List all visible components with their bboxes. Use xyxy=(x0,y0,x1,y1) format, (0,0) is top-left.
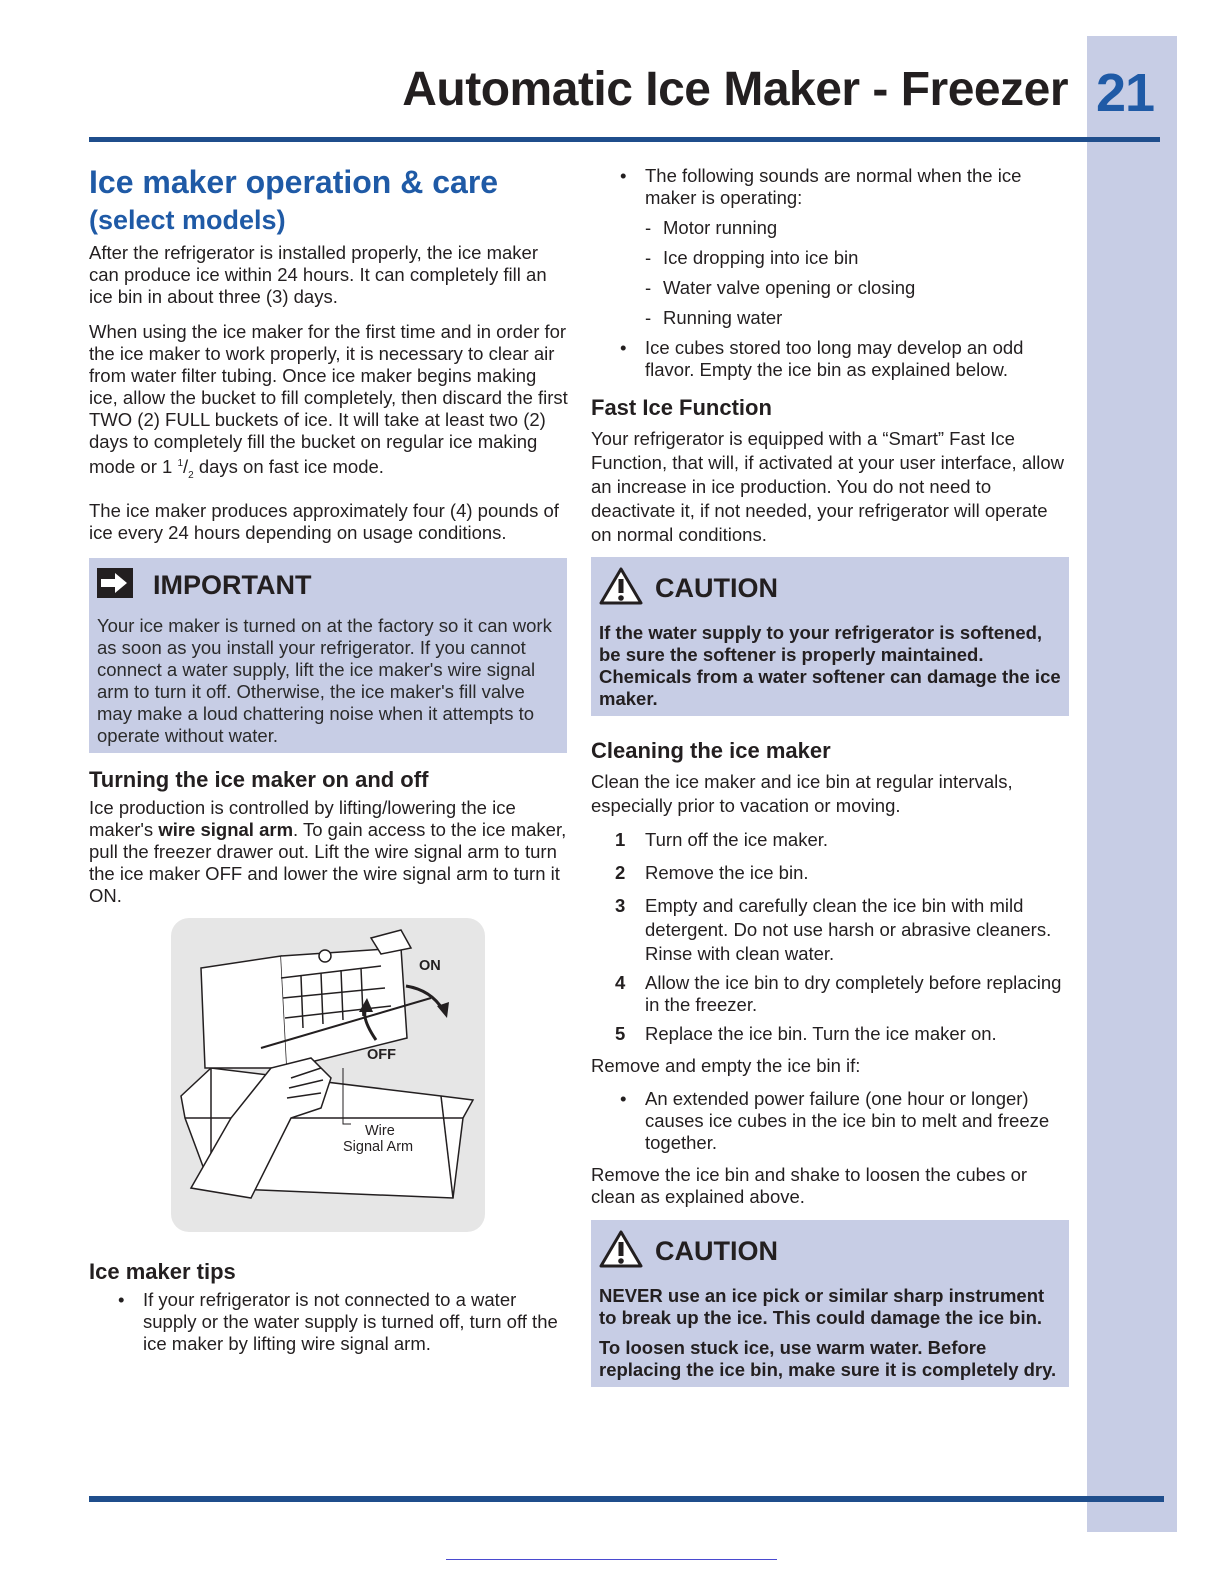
list-item: - Running water xyxy=(645,307,783,328)
cleaning-heading: Cleaning the ice maker xyxy=(591,738,831,763)
tips-heading: Ice maker tips xyxy=(89,1259,236,1284)
footer-link-line xyxy=(446,1559,777,1560)
turning-heading: Turning the ice maker on and off xyxy=(89,766,429,792)
cleaning-steps xyxy=(591,828,1071,1046)
caution-text-2: To loosen stuck ice, use warm water. Before replacing the ice bin, make sure it is completely dry. xyxy=(599,1337,1057,1380)
page-title: Automatic Ice Maker - Freezer xyxy=(402,63,1068,116)
list-item: 4 Allow the ice bin to dry completely before replacing in the freezer. xyxy=(615,972,1062,1015)
list-item: • If your refrigerator is not connected to a water supply or the water supply is turned off, turn off the ice maker by lifting wire signal arm. xyxy=(118,1289,558,1354)
list-item: 3 Empty and carefully clean the ice bin with mild detergent. Do not use harsh or abrasive cleaners. Rinse with clean water. xyxy=(615,895,1052,964)
list-item: 2 Remove the ice bin. xyxy=(615,862,809,883)
intro-paragraph: After the refrigerator is installed properly, the ice maker can produce ice within 24 hours. It can completely fill an ice bin in about three (3) days. xyxy=(89,242,547,307)
on-label: ON xyxy=(419,958,441,974)
page-number: 21 xyxy=(1096,63,1155,123)
caution-text: If the water supply to your refrigerator is softened, be sure the softener is properly maintained. Chemicals from a water softener can damage the ice maker. xyxy=(599,622,1061,709)
caution-box-2 xyxy=(591,1220,1069,1387)
list-item: • An extended power failure (one hour or longer) causes ice cubes in the ice bin to melt and freeze together. xyxy=(620,1088,1050,1153)
first-use-paragraph: When using the ice maker for the first time and in order for the ice maker to work properly, it is necessary to clear air from water filter tubing. Once ice maker begins making ice, allow the bucket to fill completely, then discard the first TWO (2) FULL buckets of ice. It will take at least two (2) days to completely fill the bucket on regular ice making mode or 1 $^1/_2$ days on fast ice mode. xyxy=(89,321,568,481)
list-item: 1 Turn off the ice maker. xyxy=(615,829,829,850)
footer-rule xyxy=(89,1496,1164,1502)
caution-title: CAUTION xyxy=(655,573,778,603)
page-sidebar-tab xyxy=(1087,36,1177,1532)
tips-section xyxy=(89,1259,569,1355)
tips-list xyxy=(89,1289,569,1355)
important-title: IMPORTANT xyxy=(153,569,312,600)
caution-title: CAUTION xyxy=(655,1236,778,1266)
list-item: - Motor running xyxy=(645,217,778,238)
list-item: • The following sounds are normal when the ice maker is operating: xyxy=(620,165,1022,208)
off-label: OFF xyxy=(367,1047,396,1063)
right-column xyxy=(591,165,1071,1387)
wire-label: Wire xyxy=(365,1123,395,1139)
warning-icon xyxy=(599,1230,643,1273)
turning-text: Ice production is controlled by lifting/lowering the ice maker's wire signal arm. To gain access to the ice maker, pull the freezer drawer out. Lift the wire signal arm to turn the ice maker OFF and lower the wire signal arm to turn it ON. xyxy=(89,796,567,906)
ice-maker-illustration xyxy=(171,918,485,1232)
important-text: Your ice maker is turned on at the factory so it can work as soon as you install your refrigerator. If you cannot connect a water supply, lift the ice maker's wire signal arm to turn it off. Otherwise, the ice maker's fill valve may make a loud chattering noise when it attempts to operate without water. xyxy=(97,614,552,746)
list-item: • Ice cubes stored too long may develop an odd flavor. Empty the ice bin as explained below. xyxy=(620,337,1024,380)
signal-arm-label: Signal Arm xyxy=(343,1139,414,1155)
remove-if-text: Remove and empty the ice bin if: xyxy=(591,1055,861,1076)
list-item: - Water valve opening or closing xyxy=(645,277,916,298)
section-heading: Ice maker operation & care xyxy=(89,164,499,200)
sounds-list xyxy=(591,165,1071,209)
sounds-sublist xyxy=(591,217,1071,329)
arrow-right-icon xyxy=(97,568,133,603)
list-item: 5 Replace the ice bin. Turn the ice maker on. xyxy=(615,1023,997,1044)
list-item: - Ice dropping into ice bin xyxy=(645,247,859,268)
shake-text: Remove the ice bin and shake to loosen the cubes or clean as explained above. xyxy=(591,1164,1028,1207)
caution-text-1: NEVER use an ice pick or similar sharp instrument to break up the ice. This could damage the ice bin. xyxy=(599,1285,1045,1328)
caution-box-1 xyxy=(591,557,1069,716)
left-column xyxy=(89,163,569,907)
production-paragraph: The ice maker produces approximately four (4) pounds of ice every 24 hours depending on usage conditions. xyxy=(89,499,559,543)
section-subheading: (select models) xyxy=(89,205,286,235)
flavor-list xyxy=(591,337,1071,381)
warning-icon xyxy=(599,567,643,610)
remove-list xyxy=(591,1088,1071,1154)
important-box xyxy=(89,558,567,753)
fast-ice-text: Your refrigerator is equipped with a “Smart” Fast Ice Function, that will, if activated at your user interface, allow an increase in ice production. You do not need to deactivate it, if not needed, your refrigerator will operate on normal conditions. xyxy=(591,428,1064,545)
header-rule xyxy=(89,137,1160,142)
cleaning-intro: Clean the ice maker and ice bin at regular intervals, especially prior to vacation or moving. xyxy=(591,771,1013,816)
fast-ice-heading: Fast Ice Function xyxy=(591,395,772,420)
